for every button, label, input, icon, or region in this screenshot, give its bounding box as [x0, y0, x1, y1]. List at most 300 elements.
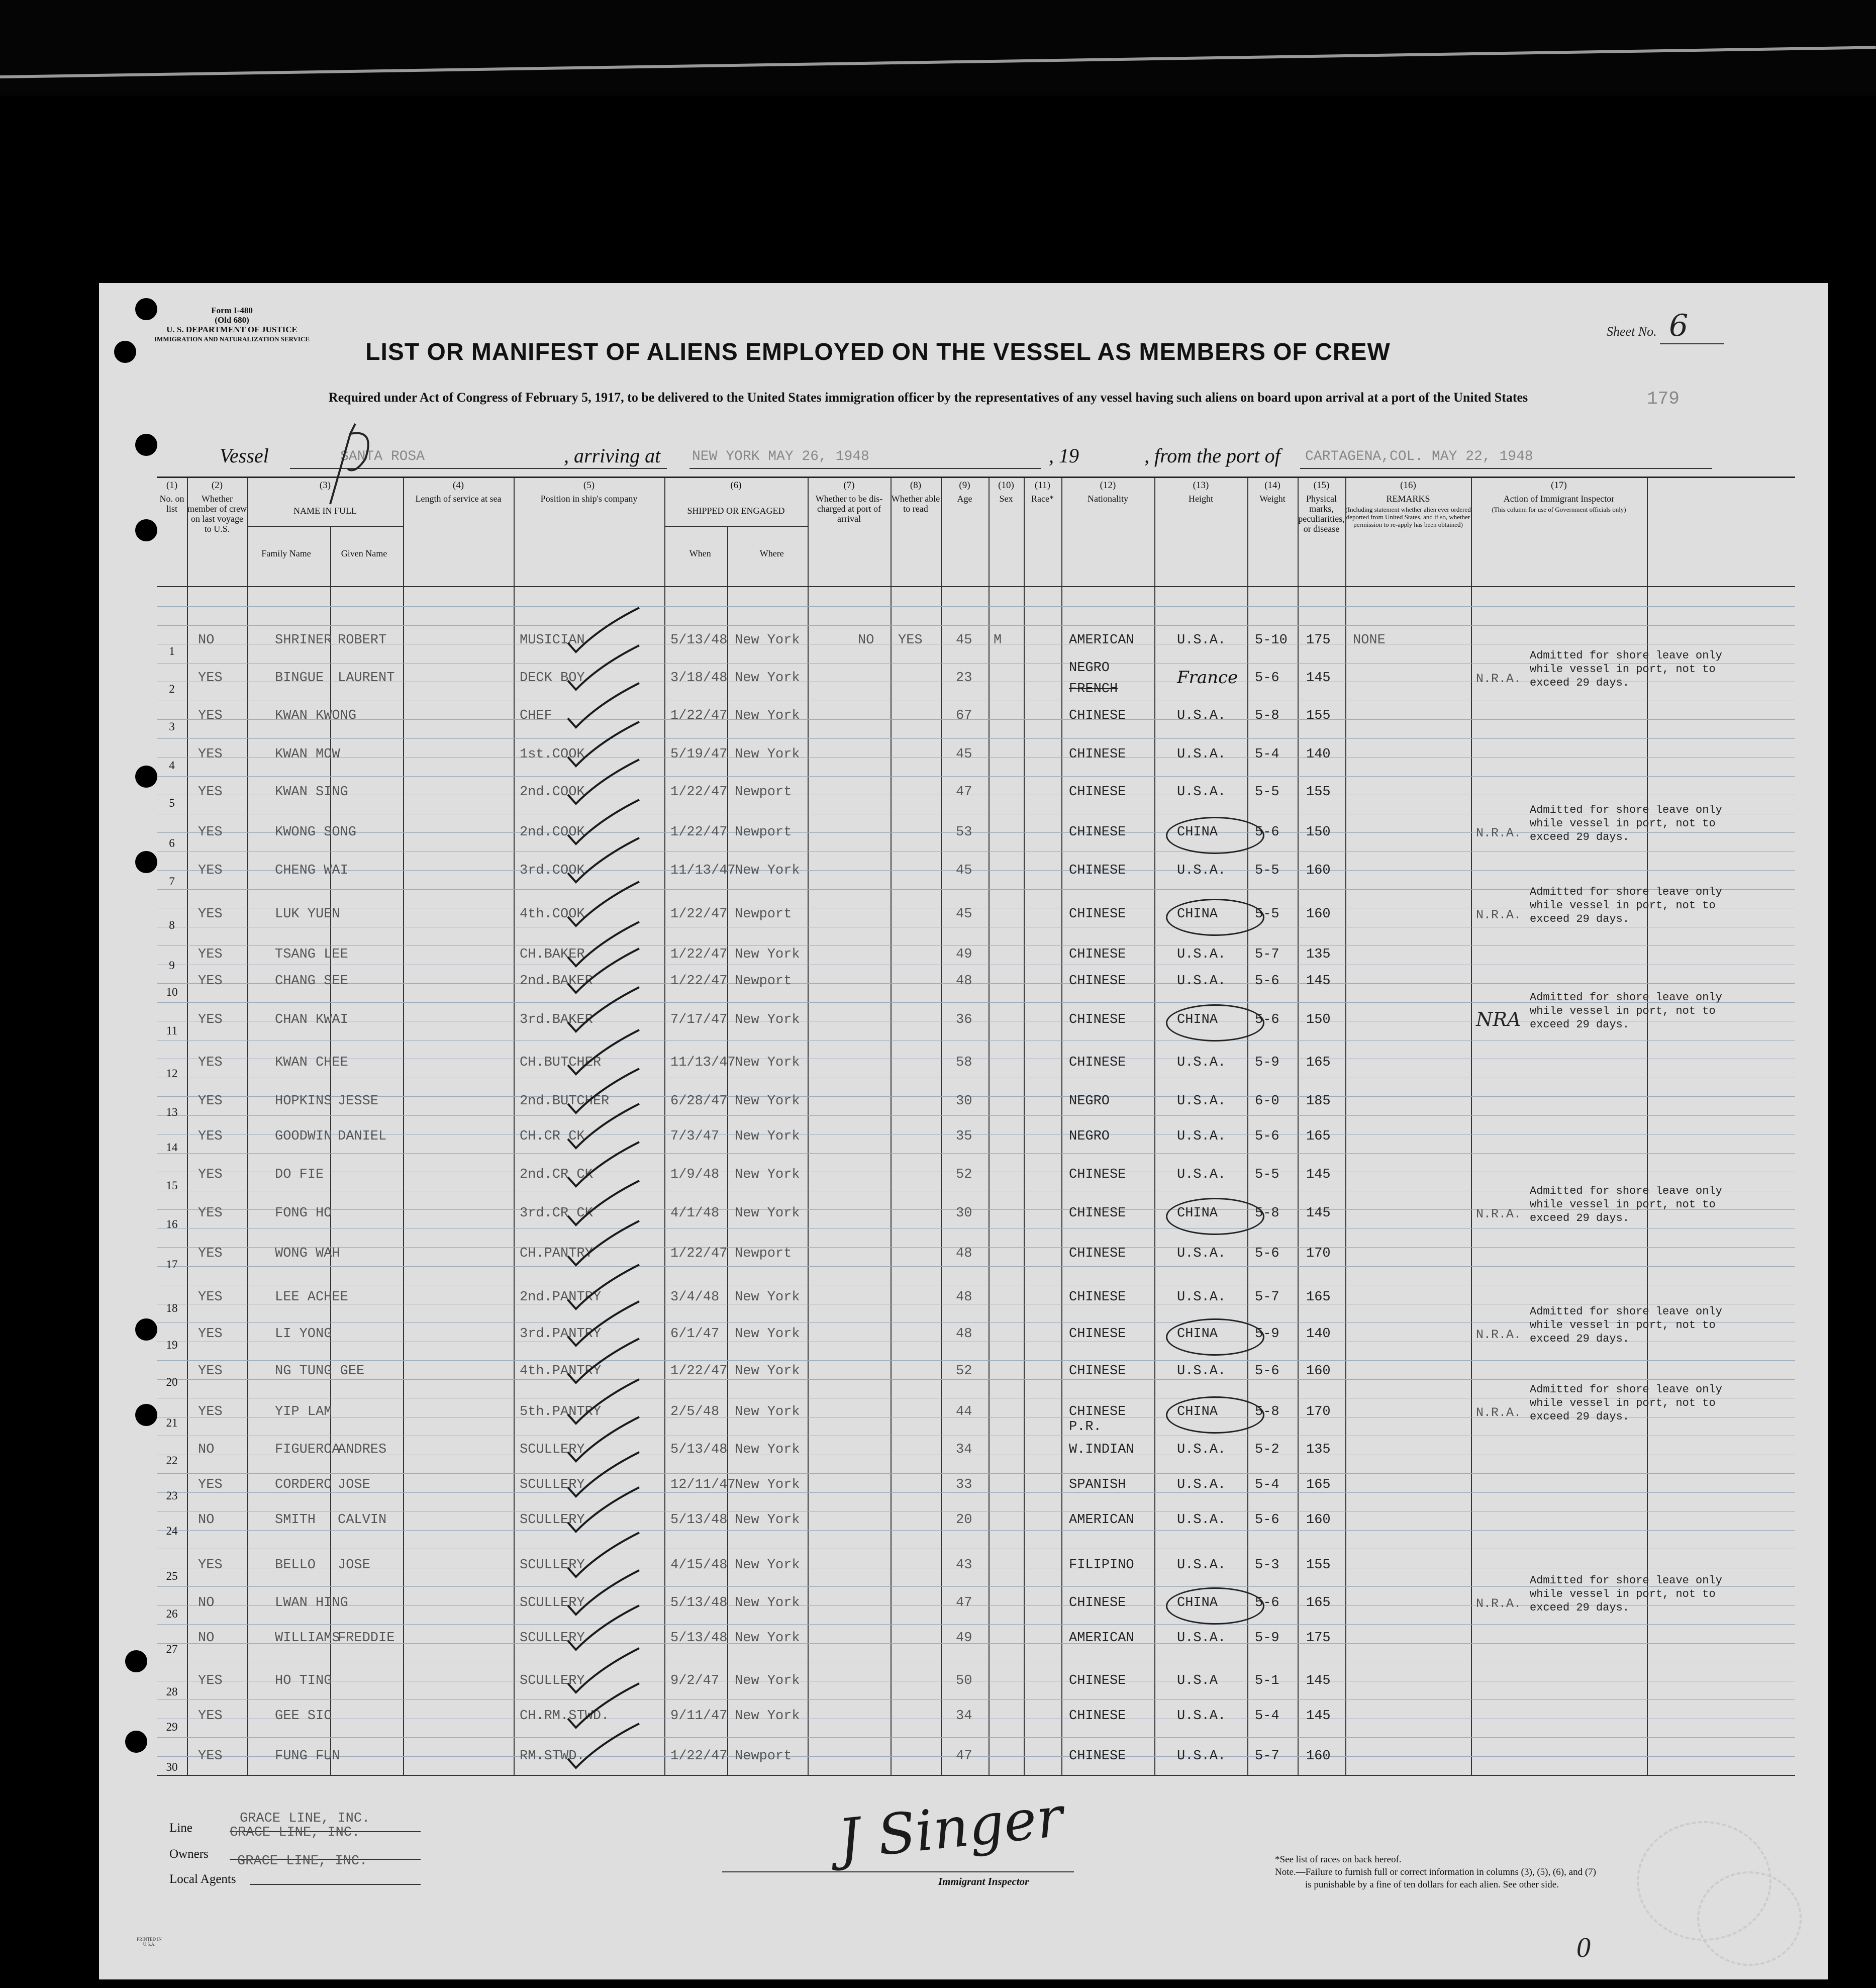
header-bottom-rule	[157, 586, 1795, 587]
arriving-label: , arriving at	[564, 444, 661, 467]
cell-position: MUSICIAN	[520, 633, 585, 648]
column-number: (14)	[1264, 480, 1280, 491]
remark-line: Admitted for shore leave only	[1530, 649, 1722, 662]
cell-where: New York	[735, 1129, 800, 1144]
cell-position: SCULLERY	[520, 1673, 585, 1688]
cell-race: CHINESE	[1069, 907, 1126, 922]
cell-nationality: CHINA	[1177, 1595, 1218, 1611]
from-port-value: CARTAGENA,COL. MAY 22, 1948	[1305, 449, 1533, 464]
form-old-number: (Old 680)	[215, 315, 249, 325]
penalty-note-2: is punishable by a fine of ten dollars for each alien. See other side.	[1305, 1879, 1559, 1890]
cell-when: 9/11/47	[670, 1709, 728, 1724]
ruled-line	[157, 738, 1795, 739]
cell-family: SMITH	[275, 1512, 316, 1528]
cell-weight: 165	[1306, 1055, 1331, 1070]
cell-age: 45	[956, 747, 972, 762]
cell-weight: 140	[1306, 747, 1331, 762]
cell-position: 3rd.BAKER	[520, 1012, 593, 1027]
column-divider	[1471, 478, 1472, 1775]
remark-line: while vessel in port, not to	[1530, 1397, 1716, 1409]
cell-height: 5-4	[1255, 1709, 1279, 1724]
punch-hole	[135, 851, 157, 873]
cell-where: New York	[735, 1512, 800, 1528]
cell-race: CHINESE	[1069, 1290, 1126, 1305]
cell-given: JOSE	[338, 1477, 370, 1492]
remark-nra: N.R.A.	[1476, 672, 1522, 686]
cell-weight: 150	[1306, 825, 1331, 840]
cell-age: 33	[956, 1477, 972, 1492]
cell-race: CHINESE	[1069, 825, 1126, 840]
remark-line: Admitted for shore leave only	[1530, 886, 1722, 898]
cell-position: CH.CR CK	[520, 1129, 585, 1144]
punch-hole	[135, 1404, 157, 1426]
cell-when: 1/22/47	[670, 907, 728, 922]
cell-nationality: U.S.A	[1177, 1673, 1218, 1688]
column-label: Height	[1189, 494, 1213, 504]
cell-height: 5-7	[1255, 1749, 1279, 1764]
row-number: 25	[166, 1570, 178, 1582]
cell-where: New York	[735, 747, 800, 762]
column-number: (17)	[1551, 480, 1567, 491]
cell-discharge: NO	[858, 633, 874, 648]
cell-height: 5-6	[1255, 1595, 1279, 1611]
cell-age: 44	[956, 1404, 972, 1419]
cell-family: GEE SIC	[275, 1709, 332, 1724]
cell-when: 6/1/47	[670, 1327, 720, 1342]
row-number: 13	[166, 1106, 178, 1118]
cell-prev: YES	[198, 1709, 223, 1724]
cell-race: CHINESE	[1069, 1206, 1126, 1221]
cell-prev: YES	[198, 863, 223, 878]
remark-line: exceed 29 days.	[1530, 831, 1630, 843]
cell-weight: 135	[1306, 947, 1331, 962]
row-number: 18	[166, 1302, 178, 1314]
row-number: 22	[166, 1454, 178, 1467]
cell-prev: YES	[198, 1673, 223, 1688]
punch-hole	[135, 766, 157, 788]
cell-age: 58	[956, 1055, 972, 1070]
remark-line: exceed 29 days.	[1530, 677, 1630, 689]
cell-family: LWAN HING	[275, 1595, 348, 1611]
cell-age: 48	[956, 1246, 972, 1261]
nationality-circle	[1166, 1004, 1264, 1042]
column-label: Whether able to read	[891, 494, 940, 514]
remark-admitted	[1530, 803, 1722, 844]
cell-family: WILLIAMS	[275, 1631, 340, 1646]
column-divider	[403, 478, 404, 1775]
cell-position: 2nd.COOK	[520, 785, 585, 800]
cell-where: New York	[735, 1631, 800, 1646]
cell-when: 3/4/48	[670, 1290, 720, 1305]
owners-value: GRACE LINE, INC.	[230, 1825, 360, 1840]
cell-nationality: U.S.A.	[1177, 1055, 1226, 1070]
cell-race: SPANISH	[1069, 1477, 1126, 1492]
inspector-underline	[722, 1871, 1074, 1872]
cell-prev: YES	[198, 1167, 223, 1182]
cell-position: CH.PANTRY	[520, 1246, 593, 1261]
row-number: 11	[166, 1024, 178, 1037]
column-divider	[1061, 478, 1062, 1775]
cell-prev: YES	[198, 1094, 223, 1109]
cell-where: New York	[735, 1055, 800, 1070]
ruled-line	[157, 851, 1795, 852]
cell-when: 1/22/47	[670, 947, 728, 962]
punch-hole	[135, 434, 157, 456]
cell-prev: NO	[198, 1512, 215, 1528]
nationality-circle	[1166, 1318, 1264, 1356]
cell-prev: YES	[198, 671, 223, 686]
cell-race: CHINESE	[1069, 947, 1126, 962]
cell-weight: 170	[1306, 1404, 1331, 1419]
cell-when: 9/2/47	[670, 1673, 720, 1688]
cell-height: 5-6	[1255, 1129, 1279, 1144]
stamp-number: 179	[1647, 389, 1680, 409]
cell-age: 47	[956, 785, 972, 800]
column-number: (1)	[166, 480, 178, 491]
cell-age: 34	[956, 1442, 972, 1457]
cell-family: KWAN CHEE	[275, 1055, 348, 1070]
cell-race: CHINESE	[1069, 1167, 1126, 1182]
remark-line: while vessel in port, not to	[1530, 817, 1716, 830]
column-divider	[808, 478, 809, 1775]
cell-position: RM.STWD.	[520, 1749, 585, 1764]
remark-nra: N.R.A.	[1476, 1405, 1522, 1420]
cell-where: New York	[735, 863, 800, 878]
cell-where: Newport	[735, 785, 792, 800]
cell-weight: 165	[1306, 1129, 1331, 1144]
column-header	[941, 481, 989, 504]
remark-nra: N.R.A.	[1476, 1207, 1522, 1221]
ruled-line	[157, 719, 1795, 720]
cell-given: DANIEL	[338, 1129, 387, 1144]
column-number: (12)	[1100, 480, 1116, 491]
cell-prev: YES	[198, 1749, 223, 1764]
cell-nationality: U.S.A.	[1177, 1442, 1226, 1457]
cell-prev: YES	[198, 747, 223, 762]
column-header	[1345, 481, 1471, 528]
cell-age: 45	[956, 633, 972, 648]
ruled-line	[157, 776, 1795, 777]
film-edge-rule	[0, 46, 1876, 78]
cell-prev: YES	[198, 974, 223, 989]
cell-age: 23	[956, 671, 972, 686]
cell-height: 5-9	[1255, 1055, 1279, 1070]
cell-height: 5-6	[1255, 671, 1279, 686]
cell-family: FONG HO	[275, 1206, 332, 1221]
cell-where: Newport	[735, 825, 792, 840]
remark-line: while vessel in port, not to	[1530, 1588, 1716, 1600]
row-number: 23	[166, 1489, 178, 1502]
column-number: (6)	[730, 480, 742, 491]
column-label: Race*	[1031, 494, 1054, 504]
cell-height: 5-9	[1255, 1631, 1279, 1646]
column-divider	[1298, 478, 1299, 1775]
column-divider	[1247, 478, 1248, 1775]
row-number: 1	[169, 645, 175, 657]
column-header	[247, 480, 403, 558]
cell-where: New York	[735, 1094, 800, 1109]
row-number: 8	[169, 919, 175, 931]
column-number: (10)	[998, 480, 1014, 491]
cell-prev: YES	[198, 1206, 223, 1221]
column-subheader: (Including statement whether alien ever ordered deported from United States, and if so, whether permission to re-apply has been obtained)	[1345, 506, 1471, 528]
year-label: , 19	[1049, 444, 1079, 467]
cell-position: 4th.PANTRY	[520, 1364, 602, 1379]
cell-nationality: U.S.A.	[1177, 1558, 1226, 1573]
ruled-line	[157, 1360, 1795, 1361]
row-number: 4	[169, 759, 175, 772]
remark-line: exceed 29 days.	[1530, 1212, 1630, 1224]
cell-prev: NO	[198, 1631, 215, 1646]
cell-when: 5/13/48	[670, 633, 728, 648]
cell-prev: YES	[198, 947, 223, 962]
cell-family: TSANG LEE	[275, 947, 348, 962]
cell-where: New York	[735, 1012, 800, 1027]
cell-when: 3/18/48	[670, 671, 728, 686]
cell-family: FIGUEROA	[275, 1442, 340, 1457]
cell-family: SHRINER	[275, 633, 332, 648]
cell-prev: YES	[198, 1477, 223, 1492]
cell-age: 50	[956, 1673, 972, 1688]
column-divider	[1154, 478, 1155, 1775]
cell-family: FUNG FUN	[275, 1749, 340, 1764]
cell-age: 67	[956, 708, 972, 723]
cell-race: CHINESE	[1069, 863, 1126, 878]
cell-age: 34	[956, 1709, 972, 1724]
cell-weight: 145	[1306, 1673, 1331, 1688]
column-subheader: Given Name	[341, 548, 387, 558]
cell-nationality: CHINA	[1177, 1404, 1218, 1419]
form-number: Form I-480	[211, 306, 253, 315]
cell-age: 52	[956, 1167, 972, 1182]
from-port-underline	[1300, 468, 1712, 469]
remark-line: while vessel in port, not to	[1530, 899, 1716, 912]
cell-family: YIP LAM	[275, 1404, 332, 1419]
cell-nationality: U.S.A.	[1177, 947, 1226, 962]
cell-nationality: U.S.A.	[1177, 1167, 1226, 1182]
row-number: 5	[169, 797, 175, 809]
cell-position: 2nd.BUTCHER	[520, 1094, 610, 1109]
column-number: (13)	[1193, 480, 1209, 491]
cell-where: Newport	[735, 1246, 792, 1261]
column-number: (7)	[843, 480, 855, 491]
corner-mark: 0	[1576, 1932, 1591, 1963]
column-header	[1024, 481, 1061, 504]
row-number: 3	[169, 720, 175, 733]
column-divider	[514, 478, 515, 1775]
cell-when: 1/22/47	[670, 1749, 728, 1764]
from-port-label: , from the port of	[1144, 444, 1280, 467]
cell-height: 5-5	[1255, 863, 1279, 878]
cell-nationality: CHINA	[1177, 825, 1218, 840]
column-header	[1061, 481, 1154, 504]
column-number: (2)	[211, 480, 223, 491]
ruled-line	[157, 945, 1795, 946]
cell-height: 5-7	[1255, 947, 1279, 962]
sheet-number-value: 6	[1660, 308, 1724, 344]
cell-position: 4th.COOK	[520, 907, 585, 922]
ruled-line	[157, 1492, 1795, 1493]
column-header	[1247, 481, 1298, 504]
cell-given: ANDRES	[338, 1442, 387, 1457]
column-label: Whether member of crew on last voyage to U.S.	[187, 494, 247, 534]
cell-where: Newport	[735, 974, 792, 989]
cell-position: CH.RM.STWD.	[520, 1709, 610, 1724]
ruled-line	[157, 606, 1795, 607]
cell-prev: YES	[198, 1364, 223, 1379]
cell-race: AMERICAN	[1069, 1631, 1134, 1646]
cell-when: 1/22/47	[670, 974, 728, 989]
column-label: Action of Immigrant Inspector	[1503, 494, 1615, 504]
cell-where: New York	[735, 1290, 800, 1305]
cell-race: CHINESE	[1069, 1055, 1126, 1070]
cell-race: CHINESE	[1069, 1404, 1126, 1419]
cell-nationality: U.S.A.	[1177, 1512, 1226, 1528]
cell-age: 30	[956, 1094, 972, 1109]
row-number: 24	[166, 1525, 178, 1537]
cell-race: CHINESE	[1069, 1673, 1126, 1688]
cell-position: SCULLERY	[520, 1442, 585, 1457]
cell-position: SCULLERY	[520, 1512, 585, 1528]
cell-given: ROBERT	[338, 633, 387, 648]
cell-race: CHINESE	[1069, 747, 1126, 762]
cell-position: 2nd.CR CK	[520, 1167, 593, 1182]
row-number: 10	[166, 986, 178, 998]
remark-nra: N.R.A.	[1476, 1328, 1522, 1342]
column-header	[1298, 481, 1345, 534]
cell-where: New York	[735, 947, 800, 962]
cell-weight: 170	[1306, 1246, 1331, 1261]
remark-admitted	[1530, 1574, 1722, 1615]
cell-nationality: U.S.A.	[1177, 1477, 1226, 1492]
cell-position: 5th.PANTRY	[520, 1404, 602, 1419]
cell-race: NEGRO	[1069, 1129, 1110, 1144]
cell-when: 11/13/47	[670, 1055, 736, 1070]
column-divider	[989, 478, 990, 1775]
cell-where: New York	[735, 1167, 800, 1182]
cell-position: SCULLERY	[520, 1595, 585, 1611]
cell-race: CHINESE	[1069, 785, 1126, 800]
cell-nationality: U.S.A.	[1177, 974, 1226, 989]
cell-where: New York	[735, 1206, 800, 1221]
cell-age: 36	[956, 1012, 972, 1027]
ruled-line	[157, 1266, 1795, 1267]
cell-nationality: U.S.A.	[1177, 1364, 1226, 1379]
cell-nationality: CHINA	[1177, 1012, 1218, 1027]
cell-race: W.INDIAN	[1069, 1442, 1134, 1457]
line-value: GRACE LINE, INC.	[240, 1811, 370, 1826]
remark-line: while vessel in port, not to	[1530, 663, 1716, 676]
cell-where: New York	[735, 1673, 800, 1688]
cell-height: 5-5	[1255, 785, 1279, 800]
cell-when: 5/13/48	[670, 1512, 728, 1528]
cell-when: 7/3/47	[670, 1129, 720, 1144]
cell-height: 5-8	[1255, 1206, 1279, 1221]
row-number: 2	[169, 683, 175, 695]
cell-where: New York	[735, 1364, 800, 1379]
cell-position: 2nd.BAKER	[520, 974, 593, 989]
cell-height: 5-1	[1255, 1673, 1279, 1688]
cell-race: AMERICAN	[1069, 633, 1134, 648]
cell-prev: YES	[198, 1129, 223, 1144]
row-number: 6	[169, 837, 175, 849]
cell-family: LEE ACHEE	[275, 1290, 348, 1305]
column-divider	[1345, 478, 1346, 1775]
cell-race: CHINESE	[1069, 1749, 1126, 1764]
column-number: (4)	[452, 480, 464, 491]
cell-race-line2: P.R.	[1069, 1419, 1102, 1435]
remark-line: Admitted for shore leave only	[1530, 991, 1722, 1004]
cell-nationality: U.S.A.	[1177, 747, 1226, 762]
cell-when: 5/13/48	[670, 1631, 728, 1646]
remark-line: while vessel in port, not to	[1530, 1005, 1716, 1017]
cell-family: DO FIE	[275, 1167, 324, 1182]
cell-when: 2/5/48	[670, 1404, 720, 1419]
column-header	[989, 481, 1024, 504]
cell-when: 4/15/48	[670, 1558, 728, 1573]
table-bottom-rule	[157, 1775, 1795, 1776]
column-subheader: When	[689, 548, 711, 558]
cell-nationality: U.S.A.	[1177, 1749, 1226, 1764]
service-checkmark	[564, 1720, 644, 1775]
header-subrule	[247, 526, 403, 527]
column-divider	[664, 478, 665, 1775]
nationality-circle	[1166, 1198, 1264, 1235]
cell-race: CHINESE	[1069, 1327, 1126, 1342]
printed-mark: PRINTED IN U.S.A.	[137, 1937, 162, 1947]
cell-height: 6-0	[1255, 1094, 1279, 1109]
cell-when: 11/13/47	[670, 863, 736, 878]
cell-race: CHINESE	[1069, 1364, 1126, 1379]
column-label: REMARKS	[1386, 494, 1430, 504]
cell-family: KWAN SING	[275, 785, 348, 800]
ruled-line	[157, 757, 1795, 758]
remark-line: Admitted for shore leave only	[1530, 1574, 1722, 1587]
cell-nationality: U.S.A.	[1177, 1631, 1226, 1646]
cell-position: DECK BOY	[520, 671, 585, 686]
cell-age: 48	[956, 1290, 972, 1305]
column-header	[664, 480, 808, 558]
cell-height: 5-10	[1255, 633, 1288, 648]
cell-weight: 150	[1306, 1012, 1331, 1027]
row-number: 7	[169, 875, 175, 888]
remark-line: Admitted for shore leave only	[1530, 1305, 1722, 1318]
cell-family: NG TUNG GEE	[275, 1364, 365, 1379]
cell-height: 5-3	[1255, 1558, 1279, 1573]
cell-family: KWONG SONG	[275, 825, 357, 840]
cell-nationality: U.S.A.	[1177, 1246, 1226, 1261]
ruled-line	[157, 1699, 1795, 1700]
manifest-sheet	[99, 283, 1828, 1979]
cell-when: 5/13/48	[670, 1595, 728, 1611]
column-number: (16)	[1400, 480, 1416, 491]
cell-weight: 145	[1306, 671, 1331, 686]
nationality-circle	[1166, 1396, 1264, 1434]
cell-when: 6/28/47	[670, 1094, 728, 1109]
cell-weight: 145	[1306, 1709, 1331, 1724]
cell-family: CHAN KWAI	[275, 1012, 348, 1027]
column-label: NAME IN FULL	[293, 506, 357, 516]
cell-prev: YES	[198, 1558, 223, 1573]
cell-weight: 175	[1306, 1631, 1331, 1646]
cell-height: 5-5	[1255, 907, 1279, 922]
cell-when: 4/1/48	[670, 1206, 720, 1221]
remark-admitted	[1530, 1305, 1722, 1346]
cell-height: 5-6	[1255, 1512, 1279, 1528]
remark-nra: N.R.A.	[1476, 908, 1522, 922]
page-subtitle: Required under Act of Congress of February 5, 1917, to be delivered to the United States immigration officer by the representatives of any vessel having such aliens on board upon arrival at a port of the United States	[328, 390, 1528, 405]
embossed-seal	[1697, 1871, 1802, 1966]
